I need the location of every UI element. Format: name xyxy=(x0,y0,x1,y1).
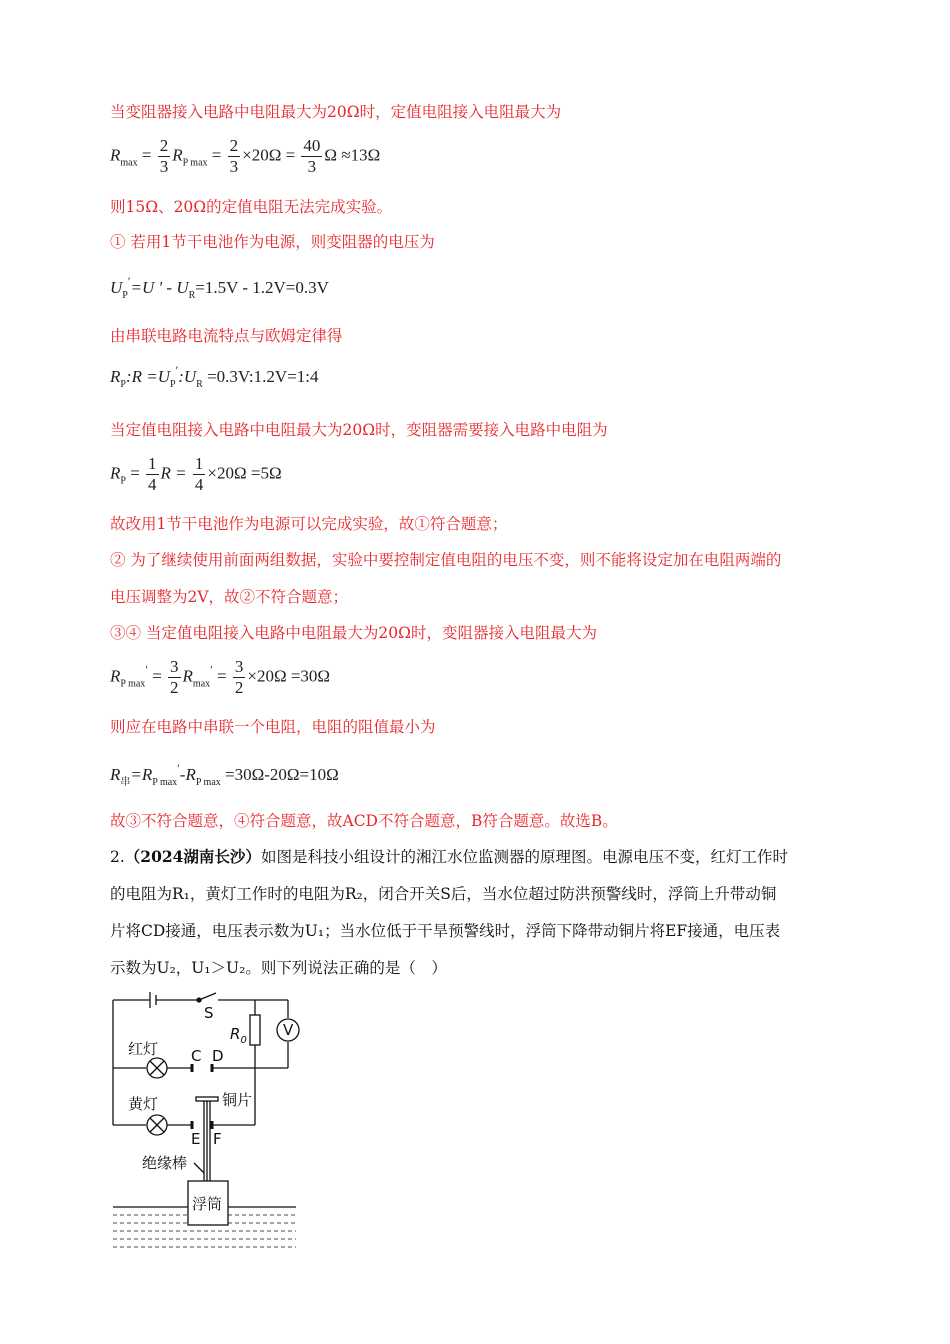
question-number: 2. xyxy=(110,848,125,866)
equation-r-max: $R_{max}$ = $\frac{2}{3}$ $R_{P max}$ = $\frac{2}{3}$ ×20Ω = $\frac{40}{3}$ Ω ≈13Ω xyxy=(110,136,381,176)
question-line-2: 的电阻为R₁，黄灯工作时的电阻为R₂，闭合开关S后，当水位超过防洪预警线时，浮筒上升带动铜 xyxy=(110,885,777,903)
label-float: 浮筒 xyxy=(192,1195,223,1213)
label-insulating-rod: 绝缘棒 xyxy=(142,1154,188,1172)
solution-line-17: 故③不符合题意，④符合题意，故ACD不符合题意，B符合题意。故选B。 xyxy=(110,812,618,830)
solution-line-1: 当变阻器接入电路中电阻最大为20Ω时，定值电阻接入电阻最大为 xyxy=(110,103,562,121)
solution-line-15: 则应在电路中串联一个电阻，电阻的阻值最小为 xyxy=(110,718,436,736)
water-level-monitor-diagram xyxy=(100,985,310,1255)
label-red-lamp: 红灯 xyxy=(128,1040,159,1058)
label-contact-e: E xyxy=(191,1130,201,1148)
solution-line-3: 则15Ω、20Ω的定值电阻无法完成实验。 xyxy=(110,198,393,216)
question-source: （2024湖南长沙） xyxy=(124,847,261,866)
label-copper-plate: 铜片 xyxy=(222,1091,253,1109)
label-yellow-lamp: 黄灯 xyxy=(128,1095,159,1113)
solution-line-6: 由串联电路电流特点与欧姆定律得 xyxy=(110,327,343,345)
equation-ratio: $R_P:R$ $=U_P':U_R$ =0.3V:1.2V=1:4 xyxy=(110,363,319,390)
copper-plate xyxy=(196,1097,218,1101)
label-contact-c: C xyxy=(191,1047,202,1065)
label-switch-s: S xyxy=(204,1004,214,1022)
label-contact-d: D xyxy=(212,1047,224,1065)
solution-line-4: ① 若用1节干电池作为电源，则变阻器的电压为 xyxy=(110,233,435,251)
label-contact-f: F xyxy=(213,1130,222,1148)
switch-blade xyxy=(199,993,216,1000)
equation-up-voltage: $U_P'=U$ ′ - $U_R=1.5V - 1.2V=0.3V$ xyxy=(110,274,329,301)
equation-r-series: $R_串=R_{P max}'-R_{P max} =30\Omega-20\Omega=10\Omega$ xyxy=(110,761,339,788)
solution-line-12: 电压调整为2V，故②不符合题意； xyxy=(110,588,349,606)
solution-line-11: ② 为了继续使用前面两组数据，实验中要控制定值电阻的电压不变，则不能将设定加在电阻两端的 xyxy=(110,551,782,569)
resistor-r0 xyxy=(250,1015,260,1045)
question-line-1: 2.（2024湖南长沙）如图是科技小组设计的湘江水位监测器的原理图。电源电压不变，红灯工作时 xyxy=(110,847,788,866)
question-line-4: 示数为U₂，U₁＞U₂。则下列说法正确的是（ ） xyxy=(110,959,447,977)
equation-rp: $R_P$ = $\frac{1}{4}$ R = $\frac{1}{4}$ ×20Ω =5Ω xyxy=(110,454,282,494)
solution-line-10: 故改用1节干电池作为电源可以完成实验，故①符合题意； xyxy=(110,515,508,533)
question-line-3: 片将CD接通，电压表示数为U₁；当水位低于干旱预警线时，浮筒下降带动铜片将EF接通，电压表 xyxy=(110,922,781,940)
solution-line-13: ③④ 当定值电阻接入电路中电阻最大为20Ω时，变阻器接入电阻最大为 xyxy=(110,624,598,642)
label-voltmeter: V xyxy=(283,1021,294,1039)
equation-rp-max: $R_{P max}'$ = $\frac{3}{2}$ $R_{max}'$ = $\frac{3}{2}$ ×20Ω =30Ω xyxy=(110,657,331,697)
label-resistor-r0: $R_0$ xyxy=(230,1025,247,1046)
solution-line-8: 当定值电阻接入电路中电阻最大为20Ω时，变阻器需要接入电路中电阻为 xyxy=(110,421,608,439)
